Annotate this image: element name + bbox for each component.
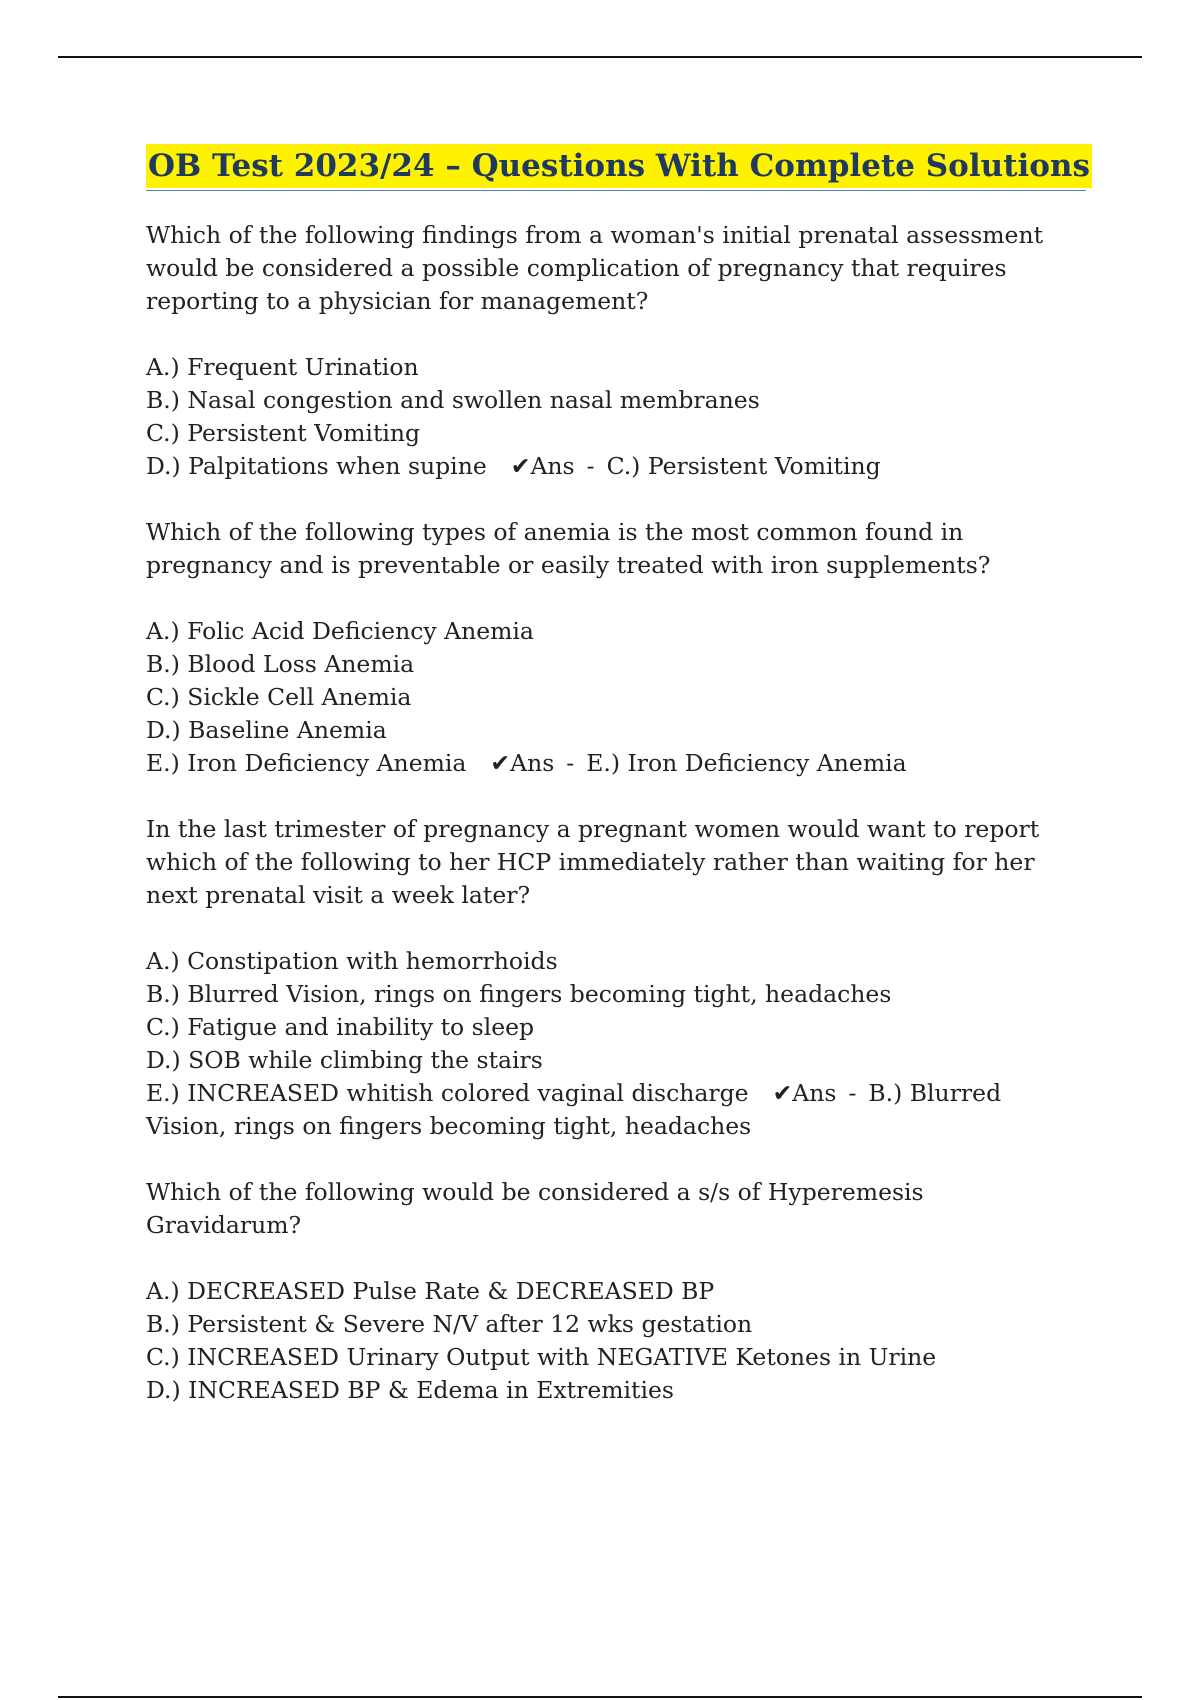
- option-d: D.) Baseline Anemia: [146, 716, 387, 744]
- options-list: [146, 351, 1086, 483]
- option-c: C.) Fatigue and inability to sleep: [146, 1013, 535, 1041]
- options-list: [146, 945, 1086, 1143]
- answer-text: C.) Persistent Vomiting: [606, 452, 881, 480]
- question-block-1: [146, 219, 1086, 483]
- answer-separator: -: [848, 1079, 857, 1107]
- option-a: A.) Constipation with hemorrhoids: [146, 947, 558, 975]
- option-d: D.) INCREASED BP & Edema in Extremities: [146, 1376, 674, 1404]
- answer-marker: ✔Ans: [772, 1079, 837, 1107]
- option-e-with-answer: [146, 1077, 1086, 1143]
- option-b: B.) Nasal congestion and swollen nasal membranes: [146, 386, 760, 414]
- option-b: B.) Blurred Vision, rings on fingers becoming tight, headaches: [146, 980, 892, 1008]
- question-text: Which of the following findings from a woman's initial prenatal assessment would be considered a possible complication of pregnancy that requires reporting to a physician for management?: [146, 221, 1044, 315]
- option-e: E.) Iron Deficiency Anemia: [146, 749, 467, 777]
- option-a: A.) DECREASED Pulse Rate & DECREASED BP: [146, 1277, 715, 1305]
- option-d: D.) SOB while climbing the stairs: [146, 1046, 543, 1074]
- option-e-with-answer: [146, 747, 1086, 780]
- answer-marker: ✔Ans: [510, 452, 575, 480]
- option-d: D.) Palpitations when supine: [146, 452, 487, 480]
- title-block: [146, 144, 1090, 191]
- answer-marker: ✔Ans: [490, 749, 555, 777]
- option-d-with-answer: [146, 450, 1086, 483]
- bottom-rule: [58, 1696, 1142, 1698]
- answer-separator: -: [586, 452, 595, 480]
- option-c: C.) Sickle Cell Anemia: [146, 683, 412, 711]
- option-b: B.) Blood Loss Anemia: [146, 650, 415, 678]
- option-a: A.) Frequent Urination: [146, 353, 419, 381]
- document-body: [146, 144, 1090, 1440]
- question-text: Which of the following would be considered a s/s of Hyperemesis Gravidarum?: [146, 1178, 924, 1239]
- option-e: E.) INCREASED whitish colored vaginal discharge: [146, 1079, 749, 1107]
- option-a: A.) Folic Acid Deficiency Anemia: [146, 617, 534, 645]
- question-text: Which of the following types of anemia is the most common found in pregnancy and is preventable or easily treated with iron supplements?: [146, 518, 991, 579]
- answer-text: B.) Blurred Vision, rings on fingers becoming tight, headaches: [146, 1079, 1002, 1140]
- option-c: C.) Persistent Vomiting: [146, 419, 421, 447]
- question-text: In the last trimester of pregnancy a pregnant women would want to report which of the following to her HCP immediately rather than waiting for her next prenatal visit a week later?: [146, 815, 1040, 909]
- top-rule: [58, 56, 1142, 58]
- options-list: [146, 1275, 1086, 1407]
- document-title: OB Test 2023/24 – Questions With Complete Solutions: [146, 144, 1092, 188]
- answer-separator: -: [566, 749, 575, 777]
- question-block-2: [146, 516, 1086, 780]
- question-block-3: [146, 813, 1086, 1143]
- question-block-4: [146, 1176, 1086, 1407]
- option-c: C.) INCREASED Urinary Output with NEGATIVE Ketones in Urine: [146, 1343, 937, 1371]
- option-b: B.) Persistent & Severe N/V after 12 wks gestation: [146, 1310, 753, 1338]
- options-list: [146, 615, 1086, 780]
- answer-text: E.) Iron Deficiency Anemia: [586, 749, 907, 777]
